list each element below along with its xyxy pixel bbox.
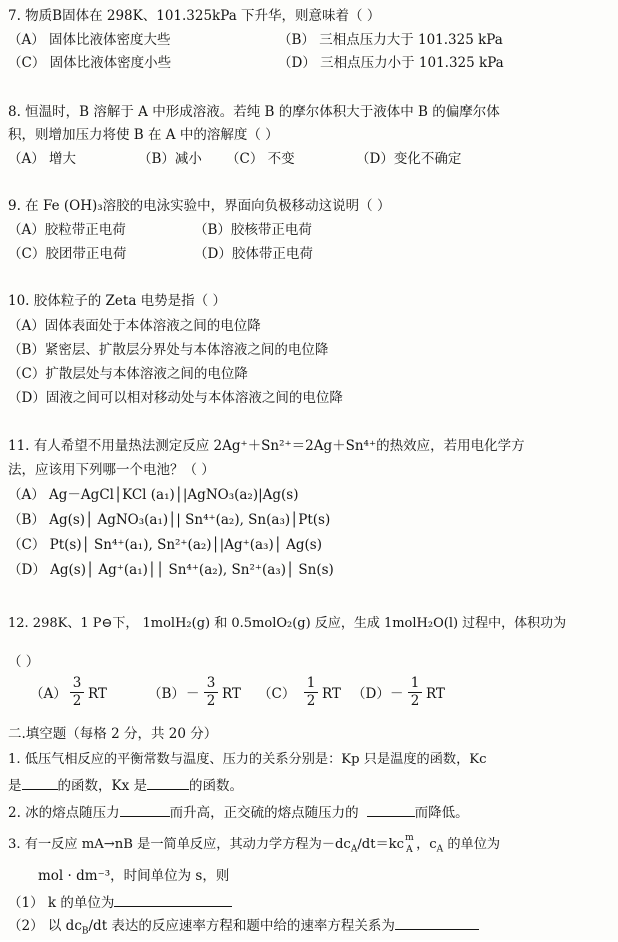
q7-option-b: （B） 三相点压力大于 101.325 kPa <box>278 32 503 48</box>
q12-option-b-sign: － <box>186 686 200 702</box>
fill-item2-text-b: 而升高，正交硫的熔点随压力的 <box>169 805 359 821</box>
fill-item3-line1 <box>8 834 500 860</box>
fill-blank-ice-pressure[interactable] <box>120 802 170 817</box>
q8-option-a: （A） 增大 <box>8 151 77 167</box>
q9-option-c: （C）胶团带正电荷 <box>8 246 127 262</box>
fill-item3-sub-c: A <box>436 844 444 855</box>
q9-option-d: （D）胶体带正电荷 <box>194 246 313 262</box>
fill-item3-sub2-text-a: （2） 以 dc <box>8 918 82 934</box>
q7-stem: 7. 物质B固体在 298K、101.325kPa 下升华，则意味着（ ） <box>8 8 381 24</box>
fill-blank-sulfur-pressure[interactable] <box>367 802 415 817</box>
q12-option-c-unit: RT <box>322 686 341 702</box>
fill-item3-sub-b: A <box>406 845 413 855</box>
q12-option-d-unit: RT <box>426 686 445 702</box>
q7-option-d: （D） 三相点压力小于 101.325 kPa <box>278 55 504 71</box>
fill-item1-text-a: 是 <box>8 778 22 794</box>
q11-option-a: （A） Ag－AgCl│KCl (a₁)│|AgNO₃(a₂)|Ag(s) <box>8 487 299 503</box>
fill-item2-text-c: 而降低。 <box>414 805 469 821</box>
q12-option-b-unit: RT <box>222 686 241 702</box>
q12-option-d-sign: － <box>390 686 404 702</box>
q8-stem-line1: 8. 恒温时，B 溶解于 A 中形成溶液。若纯 B 的摩尔体积大于液体中 B 的偏摩尔体 <box>8 104 500 120</box>
q7-option-c: （C） 固体比液体密度小些 <box>8 55 172 71</box>
q12-option-d-label: （D） <box>352 686 390 702</box>
fill-blank-rate-relation[interactable] <box>395 915 479 930</box>
fill-item3-text-d: 的单位为 <box>443 837 501 852</box>
q10-option-d: （D）固液之间可以相对移动处与本体溶液之间的电位降 <box>8 390 343 406</box>
q12-option-a-fraction <box>70 675 84 710</box>
q9-option-a: （A）胶粒带正电荷 <box>8 222 126 238</box>
fill-item3-sub1 <box>8 892 232 913</box>
q11-stem-line1: 11. 有人希望不用量热法测定反应 2Ag⁺＋Sn²⁺＝2Ag＋Sn⁴⁺的热效应，若用电化学方 <box>8 438 525 454</box>
q8-option-b: （B）减小 <box>138 151 202 167</box>
q12-option-a-label: （A） <box>30 686 67 702</box>
q12-option-d-fraction <box>408 675 422 710</box>
q12-option-b-denominator: 2 <box>206 693 216 709</box>
q12-option-b-numerator: 3 <box>204 675 218 693</box>
q12-option-c-label: （C） <box>258 686 296 702</box>
fill-blank-kx[interactable] <box>147 775 189 790</box>
fill-blank-k-unit[interactable] <box>114 892 232 907</box>
fill-item3-sub2-text-b: /dt 表达的反应速率方程和题中给的速率方程关系为 <box>88 918 395 934</box>
fill-item3-sub-a: A <box>350 844 358 855</box>
fill-item3-text-a: 3. 有一反应 mA→nB 是一简单反应，其动力学方程为－dc <box>8 837 351 852</box>
fill-item3-text-b: /dt＝kc <box>357 837 405 852</box>
fill-item3-line2: mol · dm⁻³，时间单位为 s，则 <box>38 868 230 884</box>
q12-stem-line1: 12. 298K、1 P⊖下， 1molH₂(g) 和 0.5molO₂(g) 反应，生成 1molH₂O(l) 过程中，体积功为 <box>8 616 567 631</box>
fill-item3-sub1-text: （1） k 的单位为 <box>8 895 115 911</box>
q12-option-b-label: （B） <box>148 686 185 702</box>
q9-stem: 9. 在 Fe (OH)₃溶胶的电泳实验中，界面向负极移动这说明（ ） <box>8 198 391 214</box>
fill-item1-line1: 1. 低压气相反应的平衡常数与温度、压力的关系分别是：Kp 只是温度的函数，Kc <box>8 752 487 767</box>
q11-option-c: （C） Pt(s)│ Sn⁴⁺(a₁), Sn²⁺(a₂)│|Ag⁺(a₃)│ Ag(s) <box>8 537 323 553</box>
q7-option-a: （A） 固体比液体密度大些 <box>8 32 171 48</box>
q12-option-a-denominator: 2 <box>72 693 82 709</box>
fill-item3-sub2 <box>8 915 479 942</box>
fill-blank-kc[interactable] <box>22 775 58 790</box>
q11-option-b: （B） Ag(s)│ AgNO₃(a₁)│| Sn⁴⁺(a₂), Sn(a₃)│Pt(s) <box>8 512 331 528</box>
q12-option-a-numerator: 3 <box>70 675 84 693</box>
q10-option-c: （C）扩散层处与本体溶液之间的电位降 <box>8 366 248 382</box>
fill-item3-exp: m <box>405 833 414 843</box>
fill-item1-line2 <box>8 775 243 796</box>
section2-heading: 二.填空题（每格 2 分，共 20 分） <box>8 726 218 742</box>
q9-option-b: （B）胶核带正电荷 <box>194 222 312 238</box>
fill-item1-text-c: 的函数。 <box>189 778 243 794</box>
q12-stem-line2: （ ） <box>8 654 40 670</box>
q11-option-d: （D） Ag(s)│ Ag⁺(a₁)││ Sn⁴⁺(a₂), Sn²⁺(a₃)│ Sn(s) <box>8 562 334 578</box>
q12-option-d-numerator: 1 <box>408 675 422 693</box>
q10-option-b: （B）紧密层、扩散层分界处与本体溶液之间的电位降 <box>8 342 329 358</box>
q12-option-b-fraction <box>204 675 218 710</box>
q12-option-d-denominator: 2 <box>410 693 420 709</box>
fill-item2 <box>8 802 469 823</box>
q8-option-c: （C） 不变 <box>226 151 295 167</box>
q10-stem: 10. 胶体粒子的 Zeta 电势是指（ ） <box>8 293 226 309</box>
fill-item2-text-a: 2. 冰的熔点随压力 <box>8 805 120 821</box>
q8-option-d: （D）变化不确定 <box>356 151 462 167</box>
q11-stem-line2: 法，应该用下列哪一个电池？（ ） <box>8 462 215 478</box>
q12-option-a-unit: RT <box>88 686 107 702</box>
fill-item1-text-b: 的函数，Kx 是 <box>57 778 147 794</box>
fill-item3-sub2-sub: B <box>81 926 89 937</box>
q10-option-a: （A）固体表面处于本体溶液之间的电位降 <box>8 318 261 334</box>
fill-item3-text-c: ，c <box>416 837 437 852</box>
q12-option-c-fraction <box>304 675 318 710</box>
q8-stem-line2: 积，则增加压力将使 B 在 A 中的溶解度（ ） <box>8 127 279 143</box>
q12-option-c-denominator: 2 <box>306 693 316 709</box>
q12-option-c-numerator: 1 <box>304 675 318 693</box>
